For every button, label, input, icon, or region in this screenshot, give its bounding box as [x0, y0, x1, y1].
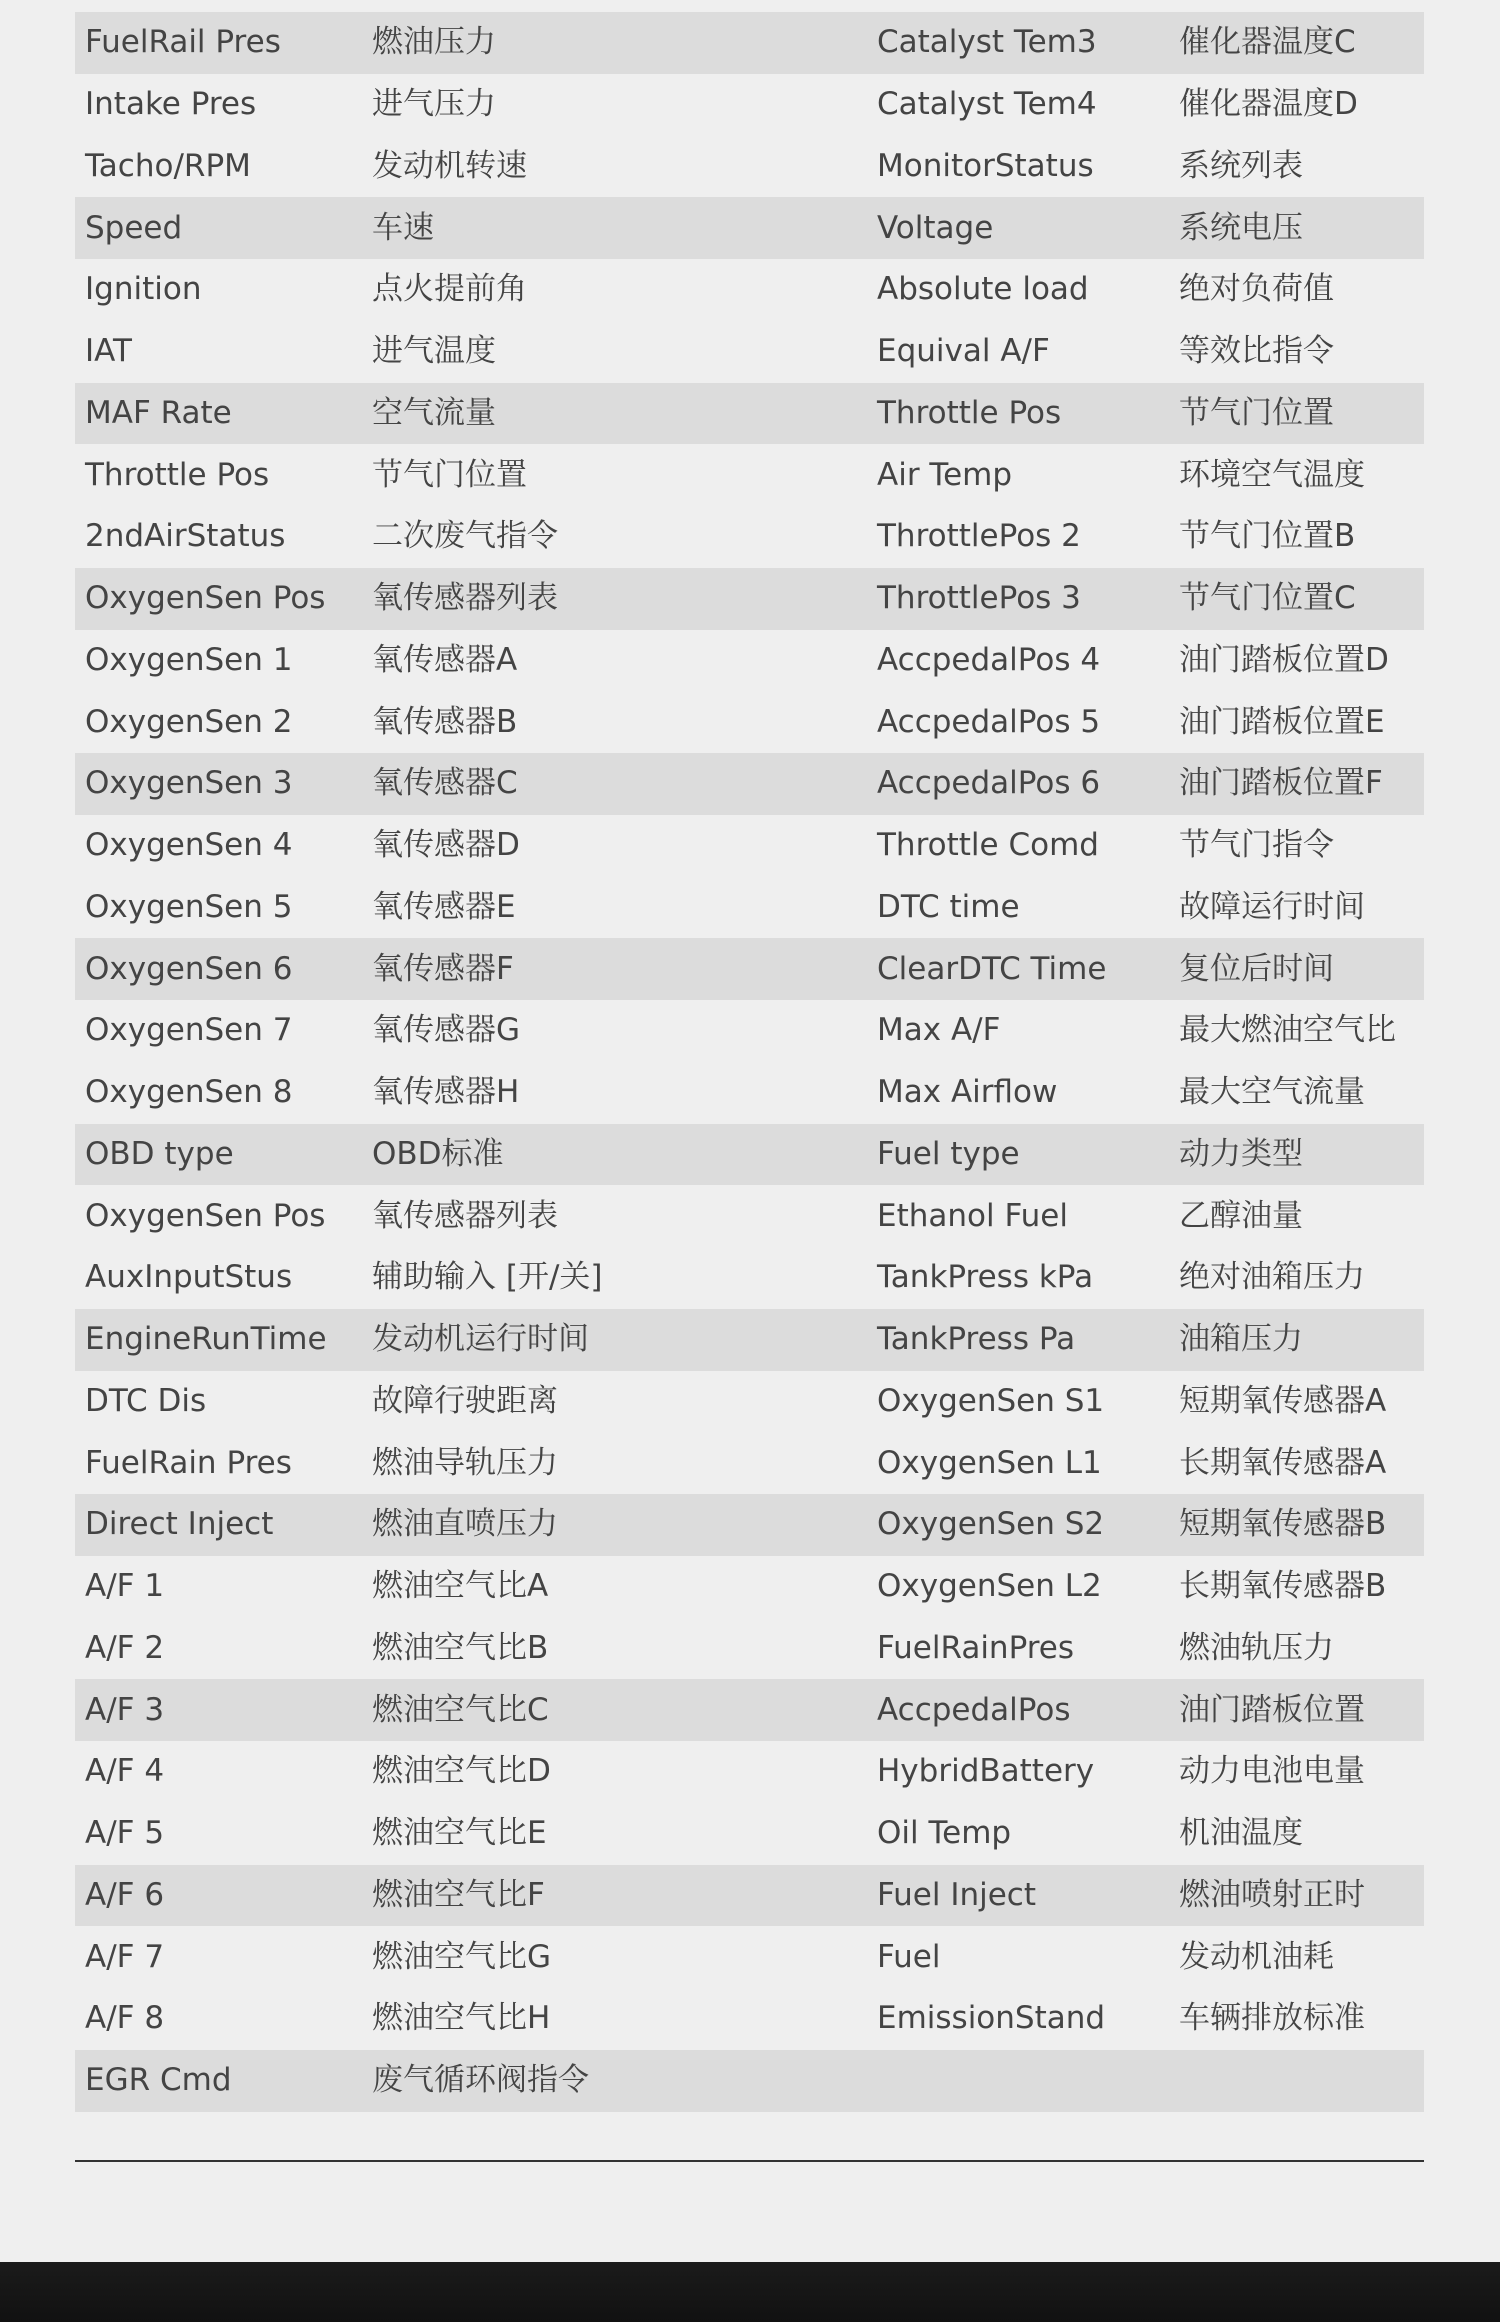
param-name-en: A/F 5 [85, 1815, 165, 1852]
table-row [75, 12, 1424, 74]
param-name-en: Throttle Comd [877, 827, 1099, 864]
table-row [75, 74, 1424, 136]
param-name-en: 2ndAirStatus [85, 518, 286, 555]
table-row [75, 1432, 1424, 1494]
param-name-en: ThrottlePos 2 [877, 518, 1081, 555]
param-name-cn: 催化器温度C [1179, 24, 1356, 61]
param-name-cn: 动力类型 [1179, 1135, 1303, 1172]
param-name-cn: 油门踏板位置F [1179, 765, 1383, 802]
param-name-cn: 长期氧传感器A [1179, 1444, 1387, 1481]
param-name-en: ThrottlePos 3 [877, 580, 1081, 617]
table-row [75, 815, 1424, 877]
param-name-en: Tacho/RPM [85, 147, 251, 184]
param-name-en: OxygenSen S1 [877, 1382, 1105, 1419]
param-name-en: Speed [85, 209, 183, 246]
bottom-divider [75, 2160, 1424, 2162]
table-row [75, 938, 1424, 1000]
param-name-en: Throttle Pos [85, 456, 270, 493]
table-row [75, 1988, 1424, 2050]
param-name-cn: 节气门指令 [1179, 827, 1334, 864]
param-name-cn: 燃油空气比A [372, 1568, 549, 1605]
table-row [75, 1000, 1424, 1062]
param-name-cn: 油门踏板位置 [1179, 1691, 1365, 1728]
param-name-en: Absolute load [877, 271, 1089, 308]
param-name-en: Fuel Inject [877, 1876, 1036, 1913]
table-row [75, 1618, 1424, 1680]
param-name-cn: 燃油空气比E [372, 1815, 547, 1852]
param-name-en: AuxInputStus [85, 1259, 293, 1296]
param-name-cn: 燃油轨压力 [1179, 1629, 1334, 1666]
param-name-en: FuelRain Pres [85, 1444, 292, 1481]
param-name-cn: 辅助输入 [开/关] [372, 1259, 603, 1296]
param-name-cn: 氧传感器H [372, 1074, 520, 1111]
table-row [75, 568, 1424, 630]
param-name-cn: 燃油压力 [372, 24, 496, 61]
table-row [75, 1926, 1424, 1988]
param-name-en: OxygenSen 2 [85, 703, 293, 740]
table-row [75, 1124, 1424, 1186]
param-name-en: A/F 4 [85, 1753, 165, 1790]
table-row [75, 321, 1424, 383]
param-name-en: AccpedalPos 6 [877, 765, 1101, 802]
param-name-en: EngineRunTime [85, 1321, 327, 1358]
param-name-cn: 发动机运行时间 [372, 1321, 589, 1358]
param-name-en: OxygenSen L1 [877, 1444, 1102, 1481]
param-name-en: OBD type [85, 1135, 234, 1172]
param-name-cn: 氧传感器C [372, 765, 518, 802]
param-name-cn: 绝对油箱压力 [1179, 1259, 1365, 1296]
param-name-cn: 氧传感器列表 [372, 580, 558, 617]
param-name-cn: 复位后时间 [1179, 950, 1334, 987]
param-name-en: FuelRainPres [877, 1629, 1075, 1666]
param-name-cn: 长期氧传感器B [1179, 1568, 1387, 1605]
param-name-en: Air Temp [877, 456, 1013, 493]
param-name-en: DTC time [877, 888, 1020, 925]
table-row [75, 506, 1424, 568]
param-name-cn: 油箱压力 [1179, 1321, 1303, 1358]
table-row [75, 1371, 1424, 1433]
table-row [75, 630, 1424, 692]
table-row [75, 1865, 1424, 1927]
param-name-cn: 节气门位置 [372, 456, 527, 493]
table-row [75, 1741, 1424, 1803]
param-name-cn: 故障行驶距离 [372, 1382, 558, 1419]
param-name-en: TankPress kPa [877, 1259, 1094, 1296]
param-name-cn: 燃油空气比G [372, 1938, 552, 1975]
param-name-cn: 催化器温度D [1179, 86, 1358, 123]
param-name-en: AccpedalPos 5 [877, 703, 1101, 740]
param-name-en: Intake Pres [85, 86, 257, 123]
table-row [75, 259, 1424, 321]
param-name-en: Max A/F [877, 1012, 1001, 1049]
param-name-en: Fuel type [877, 1135, 1020, 1172]
param-name-en: MAF Rate [85, 394, 232, 431]
table-row [75, 1247, 1424, 1309]
param-name-cn: 环境空气温度 [1179, 456, 1365, 493]
param-name-en: Equival A/F [877, 333, 1050, 370]
param-name-cn: 动力电池电量 [1179, 1753, 1365, 1790]
param-name-en: A/F 7 [85, 1938, 165, 1975]
param-name-en: A/F 3 [85, 1691, 165, 1728]
param-name-cn: 节气门位置C [1179, 580, 1356, 617]
param-name-en: DTC Dis [85, 1382, 207, 1419]
table-row [75, 383, 1424, 445]
table-row [75, 877, 1424, 939]
param-name-en: OxygenSen 3 [85, 765, 293, 802]
param-name-cn: 绝对负荷值 [1179, 271, 1334, 308]
param-name-en: Voltage [877, 209, 994, 246]
table-row [75, 1803, 1424, 1865]
param-name-cn: 燃油空气比C [372, 1691, 549, 1728]
param-name-cn: 进气温度 [372, 333, 496, 370]
param-name-cn: 机油温度 [1179, 1815, 1303, 1852]
param-name-cn: OBD标准 [372, 1135, 504, 1172]
param-name-en: Ignition [85, 271, 202, 308]
param-name-cn: 二次废气指令 [372, 518, 558, 555]
param-name-en: Catalyst Tem3 [877, 24, 1097, 61]
param-name-cn: 氧传感器G [372, 1012, 521, 1049]
param-name-en: OxygenSen S2 [877, 1506, 1105, 1543]
param-name-cn: 最大空气流量 [1179, 1074, 1365, 1111]
table-row [75, 1309, 1424, 1371]
param-name-en: MonitorStatus [877, 147, 1094, 184]
param-name-cn: 发动机转速 [372, 147, 527, 184]
param-name-en: OxygenSen Pos [85, 580, 326, 617]
table-row [75, 1679, 1424, 1741]
param-name-cn: 乙醇油量 [1179, 1197, 1303, 1234]
param-name-en: AccpedalPos [877, 1691, 1071, 1728]
param-name-cn: 系统列表 [1179, 147, 1303, 184]
param-name-cn: 油门踏板位置E [1179, 703, 1385, 740]
param-name-cn: 空气流量 [372, 394, 496, 431]
param-name-cn: 燃油喷射正时 [1179, 1876, 1365, 1913]
param-name-cn: 短期氧传感器A [1179, 1382, 1387, 1419]
param-name-en: FuelRail Pres [85, 24, 281, 61]
param-name-en: OxygenSen 6 [85, 950, 293, 987]
param-name-cn: 氧传感器F [372, 950, 514, 987]
table-row [75, 2050, 1424, 2112]
table-row [75, 136, 1424, 198]
param-name-cn: 氧传感器E [372, 888, 516, 925]
param-name-en: IAT [85, 333, 132, 370]
param-name-en: EmissionStand [877, 2000, 1106, 2037]
param-name-cn: 车速 [372, 209, 434, 246]
param-name-en: OxygenSen 7 [85, 1012, 293, 1049]
param-name-cn: 进气压力 [372, 86, 496, 123]
param-name-cn: 油门踏板位置D [1179, 641, 1389, 678]
param-name-en: Oil Temp [877, 1815, 1012, 1852]
param-name-en: OxygenSen 8 [85, 1074, 293, 1111]
table-row [75, 1556, 1424, 1618]
param-name-en: OxygenSen 4 [85, 827, 293, 864]
param-name-cn: 燃油空气比B [372, 1629, 549, 1666]
param-name-en: A/F 2 [85, 1629, 165, 1666]
param-name-en: Throttle Pos [877, 394, 1062, 431]
param-name-cn: 故障运行时间 [1179, 888, 1365, 925]
param-name-cn: 燃油导轨压力 [372, 1444, 558, 1481]
footer-band [0, 2262, 1500, 2322]
parameter-table [75, 12, 1424, 2112]
table-row [75, 1494, 1424, 1556]
table-row [75, 753, 1424, 815]
param-name-en: AccpedalPos 4 [877, 641, 1101, 678]
param-name-en: HybridBattery [877, 1753, 1095, 1790]
param-name-cn: 氧传感器B [372, 703, 518, 740]
param-name-en: EGR Cmd [85, 2062, 232, 2099]
param-name-cn: 点火提前角 [372, 271, 527, 308]
param-name-en: Max Airflow [877, 1074, 1058, 1111]
param-name-cn: 燃油空气比D [372, 1753, 551, 1790]
table-row [75, 444, 1424, 506]
param-name-cn: 氧传感器列表 [372, 1197, 558, 1234]
param-name-cn: 车辆排放标准 [1179, 2000, 1365, 2037]
param-name-cn: 发动机油耗 [1179, 1938, 1334, 1975]
table-row [75, 1062, 1424, 1124]
param-name-cn: 系统电压 [1179, 209, 1303, 246]
param-name-cn: 最大燃油空气比 [1179, 1012, 1396, 1049]
param-name-cn: 燃油空气比F [372, 1876, 545, 1913]
param-name-en: OxygenSen Pos [85, 1197, 326, 1234]
param-name-en: Catalyst Tem4 [877, 86, 1097, 123]
param-name-cn: 短期氧传感器B [1179, 1506, 1387, 1543]
param-name-cn: 等效比指令 [1179, 333, 1334, 370]
param-name-en: OxygenSen 5 [85, 888, 293, 925]
table-row [75, 691, 1424, 753]
param-name-en: Ethanol Fuel [877, 1197, 1068, 1234]
table-row [75, 1185, 1424, 1247]
param-name-en: A/F 1 [85, 1568, 165, 1605]
param-name-cn: 废气循环阀指令 [372, 2062, 589, 2099]
param-name-en: ClearDTC Time [877, 950, 1107, 987]
param-name-en: A/F 8 [85, 2000, 165, 2037]
param-name-en: Direct Inject [85, 1506, 274, 1543]
param-name-cn: 氧传感器D [372, 827, 520, 864]
param-name-cn: 节气门位置B [1179, 518, 1356, 555]
param-name-cn: 节气门位置 [1179, 394, 1334, 431]
param-name-en: OxygenSen L2 [877, 1568, 1102, 1605]
param-name-en: Fuel [877, 1938, 941, 1975]
table-row [75, 197, 1424, 259]
param-name-en: TankPress Pa [877, 1321, 1076, 1358]
param-name-cn: 氧传感器A [372, 641, 518, 678]
param-name-en: A/F 6 [85, 1876, 165, 1913]
param-name-cn: 燃油空气比H [372, 2000, 551, 2037]
param-name-cn: 燃油直喷压力 [372, 1506, 558, 1543]
param-name-en: OxygenSen 1 [85, 641, 293, 678]
